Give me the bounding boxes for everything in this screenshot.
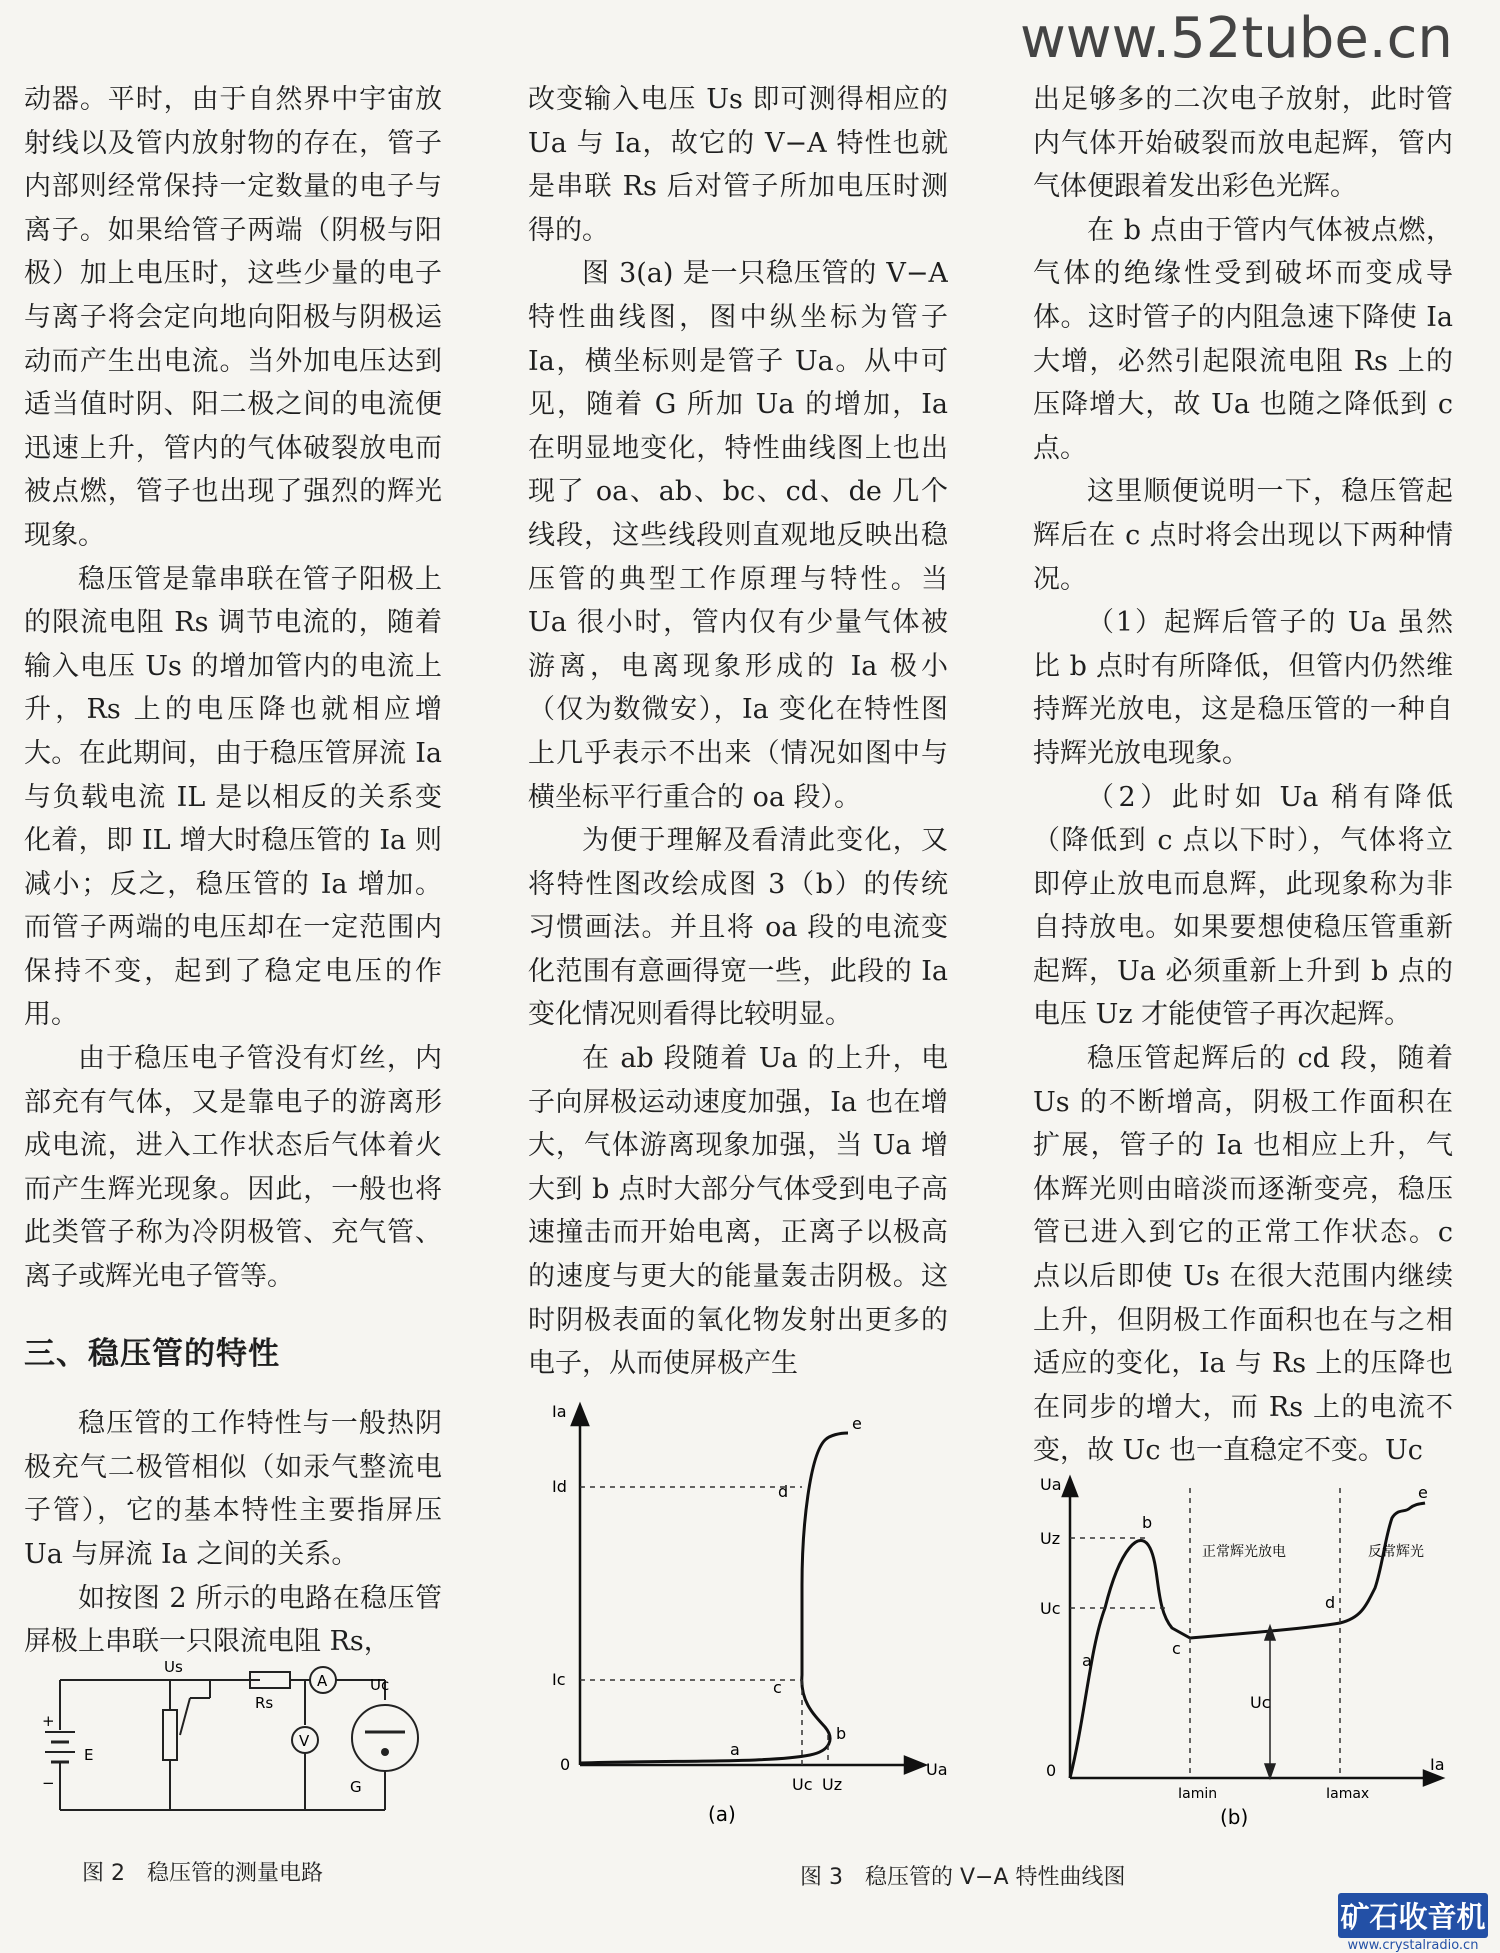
label-g: G <box>350 1778 362 1796</box>
point-e: e <box>1418 1483 1428 1502</box>
tick-iamax: Iamax <box>1326 1786 1370 1802</box>
label-voltmeter: V <box>299 1732 310 1750</box>
fig3b-chart <box>1030 1468 1460 1828</box>
tick-uz: Uz <box>822 1775 843 1794</box>
paragraph: 在 b 点由于管内气体被点燃，气体的绝缘性受到破坏而变成导体。这时管子的内阻急速下降使 Ia 大增，必然引起限流电阻 Rs 上的压降增大，故 Ua 也随之降低到 c 点。 <box>1033 214 1453 464</box>
tick-uc: Uc <box>1040 1599 1061 1618</box>
tick-uc: Uc <box>792 1775 813 1794</box>
point-a: a <box>1082 1651 1092 1670</box>
point-a: a <box>730 1740 740 1759</box>
paragraph: 如按图 2 所示的电路在稳压管屏极上串联一只限流电阻 Rs， <box>24 1582 442 1658</box>
paragraph: 稳压管的工作特性与一般热阴极充气二极管相似（如汞气整流电子管），它的基本特性主要指屏压 Ua 与屏流 Ia 之间的关系。 <box>24 1408 442 1570</box>
tick-iamin: Iamin <box>1178 1786 1218 1802</box>
brand-watermark <box>1338 1893 1488 1953</box>
label-ammeter: A <box>317 1672 328 1690</box>
text-column-2 <box>528 78 948 1378</box>
paragraph: （2）此时如 Ua 稍有降低（降低到 c 点以下时），气体将立即停止放电而息辉，此现象称为非自持放电。如果要想使稳压管重新起辉，Ua 必须重新上升到 b 点的电压 Uz 才能使管子再次起辉。 <box>1033 781 1453 1031</box>
tick-ic: Ic <box>552 1670 566 1689</box>
text-column-1 <box>24 78 442 1664</box>
paragraph: （1）起辉后管子的 Ua 虽然比 b 点时有所降低，但管内仍然维持辉光放电，这是稳压管的一种自持辉光放电现象。 <box>1033 607 1453 769</box>
fig3a-sub: (a) <box>708 1802 736 1826</box>
origin: 0 <box>560 1755 571 1774</box>
axis-ua: Ua <box>926 1760 948 1779</box>
fig3b-sub: (b) <box>1220 1805 1249 1828</box>
paragraph: 为便于理解及看清此变化，又将特性图改绘成图 3（b）的传统习惯画法。并且将 oa 段的电流变化范围有意画得宽一些，此段的 Ia 变化情况则看得比较明显。 <box>528 825 948 1031</box>
label-e: E <box>84 1746 94 1764</box>
paragraph: 改变输入电压 Us 即可测得相应的 Ua 与 Ia，故它的 V−A 特性也就是串联 Rs 后对管子所加电压时测得的。 <box>528 84 948 246</box>
origin: 0 <box>1046 1761 1057 1780</box>
section-title: 三、稳压管的特性 <box>24 1335 280 1372</box>
fig3a-chart <box>530 1395 960 1835</box>
point-c: c <box>773 1678 782 1697</box>
point-b: b <box>836 1724 847 1743</box>
brand-name: 矿石收音机 <box>1338 1893 1488 1938</box>
label-uc-range: Uc <box>1250 1693 1271 1712</box>
text-column-3 <box>1033 78 1453 1481</box>
paragraph: 稳压管是靠串联在管子阳极上的限流电阻 Rs 调节电流的，随着输入电压 Us 的增加管内的电流上升，Rs 上的电压降也就相应增大。在此期间，由于稳压管屏流 Ia 与负载电流 IL 是以相反的关系变化着，即 IL 增大时稳压管的 Ia 则减小；反之，稳压管的 Ia 增加。而管子两端的电压却在一定范围内保持不变，起到了稳定电压的作用。 <box>24 563 442 1031</box>
label-minus: − <box>42 1774 55 1792</box>
paragraph: 稳压管起辉后的 cd 段，随着 Us 的不断增高，阴极工作面积在扩展，管子的 Ia 也相应上升，气体辉光则由暗淡而逐渐变亮，稳压管已进入到它的正常工作状态。c 点以后即使 Us 在很大范围内继续上升，但阴极工作面积也在与之相适应的变化，Ia 与 Rs 上的压降也在同步的增大，而 Rs 上的电流不变，故 Uc 也一直稳定不变。Uc <box>1033 1043 1453 1467</box>
label-plus: + <box>42 1712 55 1730</box>
paragraph: 这里顺便说明一下，稳压管起辉后在 c 点时将会出现以下两种情况。 <box>1033 476 1453 595</box>
label-us: Us <box>164 1660 183 1676</box>
label-abnormal-glow: 反常辉光 <box>1368 1544 1424 1560</box>
label-uc: Uc <box>370 1676 390 1694</box>
axis-ua: Ua <box>1040 1475 1062 1494</box>
label-normal-glow: 正常辉光放电 <box>1202 1544 1286 1560</box>
tick-id: Id <box>552 1477 567 1496</box>
paragraph: 由于稳压电子管没有灯丝，内部充有气体，又是靠电子的游离形成电流，进入工作状态后气体着火而产生辉光现象。因此，一般也将此类管子称为冷阴极管、充气管、离子或辉光电子管等。 <box>24 1043 442 1293</box>
point-e: e <box>852 1414 862 1433</box>
fig2-caption: 图 2 稳压管的测量电路 <box>82 1861 323 1886</box>
point-c: c <box>1172 1639 1181 1658</box>
paragraph: 图 3(a) 是一只稳压管的 V−A 特性曲线图，图中纵坐标为管子 Ia，横坐标则是管子 Ua。从中可见，随着 G 所加 Ua 的增加，Ia 在明显地变化，特性曲线图上也出现了 oa、ab、bc、cd、de 几个线段，这些线段则直观地反映出稳压管的典型工作原理与特性。当 Ua 很小时，管内仅有少量气体被游离，电离现象形成的 Ia 极小（仅为数微安），Ia 变化在特性图上几乎表示不出来（情况如图中与横坐标平行重合的 oa 段）。 <box>528 258 948 813</box>
point-d: d <box>1325 1593 1336 1612</box>
fig3-caption: 图 3 稳压管的 V−A 特性曲线图 <box>800 1865 1126 1890</box>
axis-ia: Ia <box>1430 1755 1445 1774</box>
fig2-circuit <box>40 1660 450 1830</box>
tick-uz: Uz <box>1040 1529 1061 1548</box>
point-d: d <box>778 1482 789 1501</box>
paragraph: 在 ab 段随着 Ua 的上升，电子向屏极运动速度加强，Ia 也在增大，气体游离现象加强，当 Ua 增大到 b 点时大部分气体受到电子高速撞击而开始电离，正离子以极高的速度与更大的能量轰击阴极。这时阴极表面的氧化物发射出更多的电子，从而使屏极产生 <box>528 1043 948 1378</box>
site-watermark: www.52tube.cn <box>1020 6 1453 71</box>
label-rs: Rs <box>255 1694 274 1712</box>
paragraph: 动器。平时，由于自然界中宇宙放射线以及管内放射物的存在，管子内部则经常保持一定数量的电子与离子。如果给管子两端（阴极与阳极）加上电压时，这些少量的电子与离子将会定向地向阳极与阴极运动而产生出电流。当外加电压达到适当值时阴、阳二极之间的电流便迅速上升，管内的气体破裂放电而被点燃，管子也出现了强烈的辉光现象。 <box>24 84 442 551</box>
axis-ia: Ia <box>552 1402 567 1421</box>
paragraph: 出足够多的二次电子放射，此时管内气体开始破裂而放电起辉，管内气体便跟着发出彩色光辉。 <box>1033 84 1453 203</box>
brand-url: www.crystalradio.cn <box>1347 1938 1479 1953</box>
point-b: b <box>1142 1513 1153 1532</box>
